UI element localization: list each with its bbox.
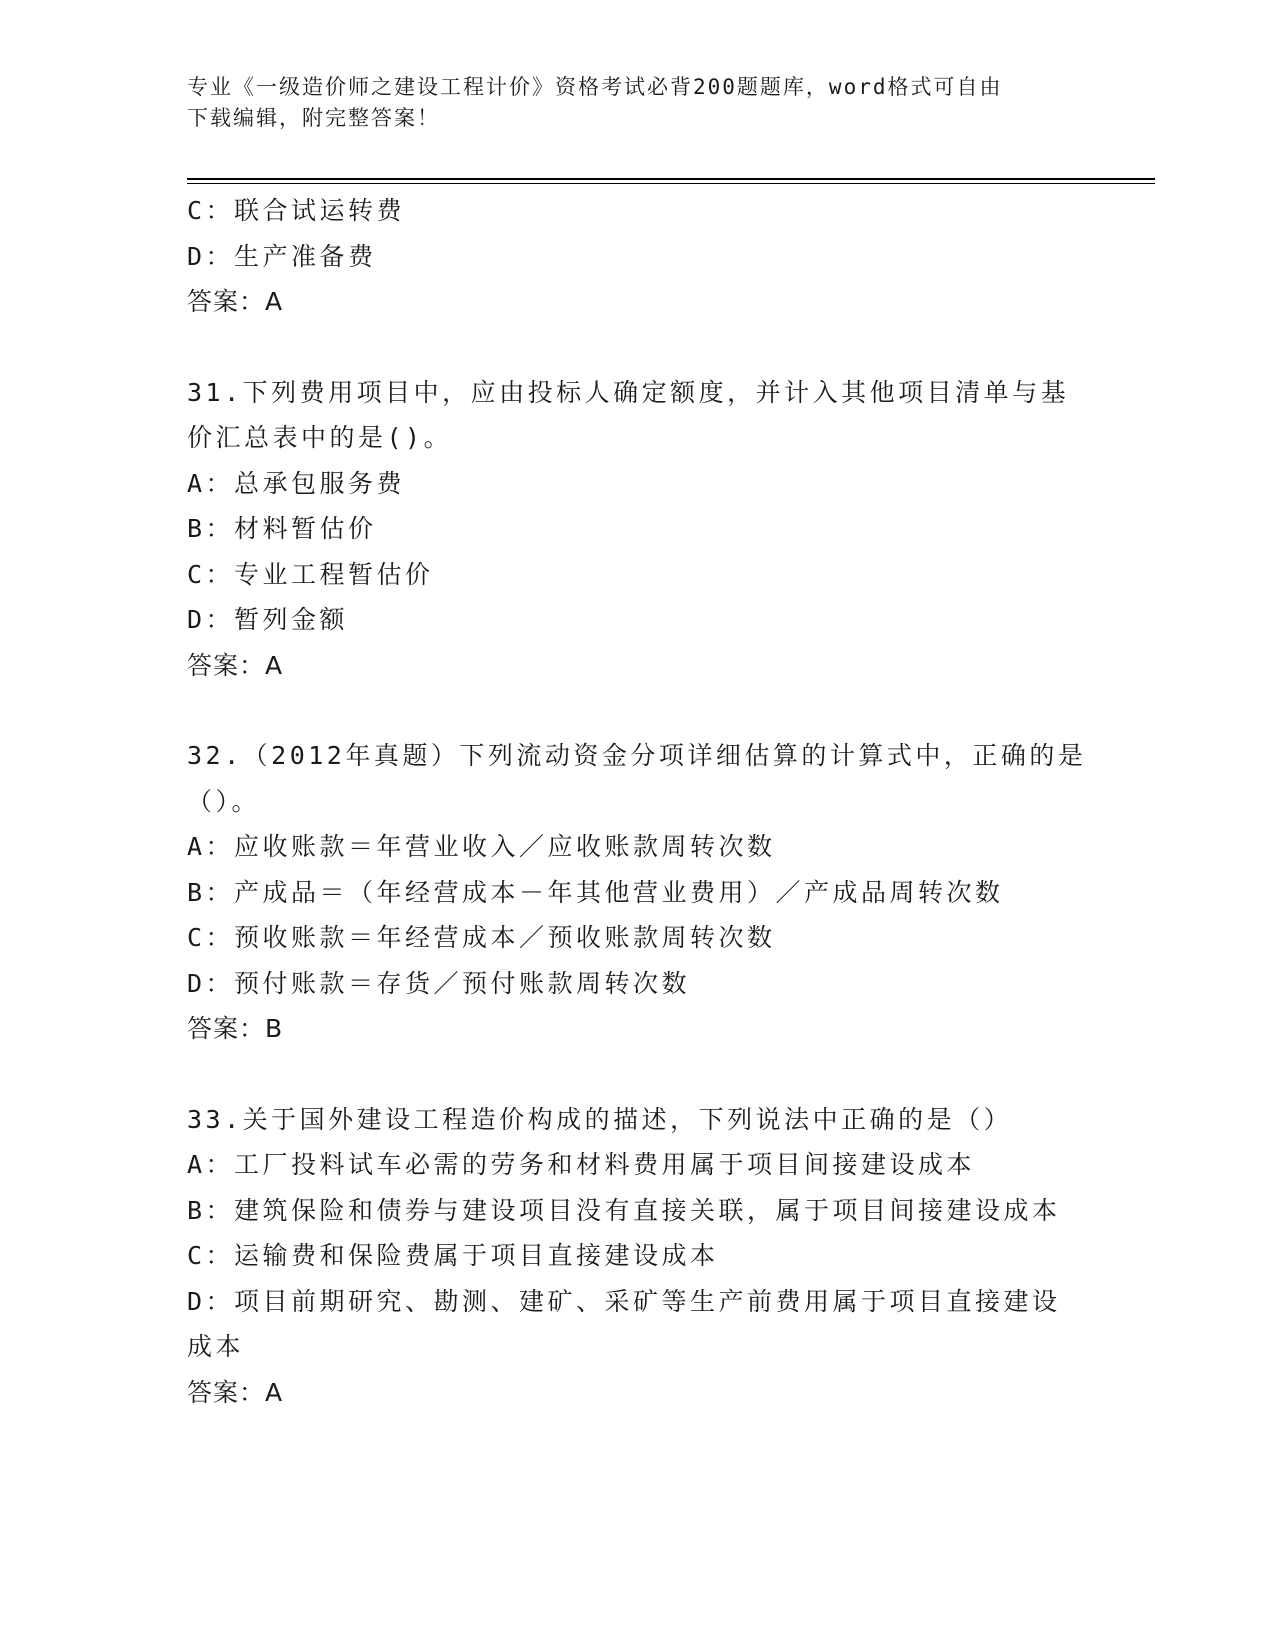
spacer <box>187 325 1087 370</box>
answer-line: 答案：B <box>187 1014 284 1043</box>
question-content <box>187 188 1087 1415</box>
answer-line: 答案：A <box>187 1377 284 1407</box>
question-33-block <box>187 1097 1087 1416</box>
question-stem-line-1: 33.关于国外建设工程造价构成的描述，下列说法中正确的是（） <box>187 1104 1013 1134</box>
answer-line: 答案：A <box>187 287 284 316</box>
option-a: A：总承包服务费 <box>187 468 406 498</box>
header-line-2: 下载编辑，附完整答案！ <box>187 106 440 130</box>
option-c: C：运输费和保险费属于项目直接建设成本 <box>187 1241 719 1270</box>
spacer <box>187 1052 1087 1097</box>
option-d-line-1: D：项目前期研究、勘测、建矿、采矿等生产前费用属于项目直接建设 <box>187 1286 1061 1316</box>
option-a: A：应收账款＝年营业收入／应收账款周转次数 <box>187 832 776 861</box>
option-c: C：联合试运转费 <box>187 196 406 225</box>
option-d: D：生产准备费 <box>187 241 377 271</box>
prev-question-block <box>187 188 1087 325</box>
header-divider-thin <box>187 183 1155 184</box>
option-d-line-2: 成本 <box>187 1332 245 1361</box>
option-d: D：暂列金额 <box>187 605 349 634</box>
header-divider-thick <box>187 178 1155 180</box>
option-d: D：预付账款＝存货／预付账款周转次数 <box>187 968 691 998</box>
question-stem-line-1: 31.下列费用项目中，应由投标人确定额度，并计入其他项目清单与基 <box>187 377 1070 407</box>
question-32-block <box>187 733 1087 1052</box>
option-c: C：预收账款＝年经营成本／预收账款周转次数 <box>187 923 776 952</box>
option-b: B：产成品＝（年经营成本－年其他营业费用）／产成品周转次数 <box>187 877 1004 907</box>
option-b: B：材料暂估价 <box>187 514 377 543</box>
spacer <box>187 688 1087 733</box>
option-b: B：建筑保险和债券与建设项目没有直接关联，属于项目间接建设成本 <box>187 1195 1061 1225</box>
question-stem-line-1: 32.（2012年真题）下列流动资金分项详细估算的计算式中，正确的是 <box>187 741 1087 770</box>
answer-line: 答案：A <box>187 650 284 680</box>
option-a: A：工厂投料试车必需的劳务和材料费用属于项目间接建设成本 <box>187 1150 976 1179</box>
header-line-1: 专业《一级造价师之建设工程计价》资格考试必背200题题库，word格式可自由 <box>187 75 1003 99</box>
question-stem-line-2: （）。 <box>187 786 261 816</box>
page-header <box>187 72 1067 134</box>
question-31-block <box>187 370 1087 689</box>
question-stem-line-2: 价汇总表中的是()。 <box>187 423 453 452</box>
option-c: C：专业工程暂估价 <box>187 559 434 589</box>
